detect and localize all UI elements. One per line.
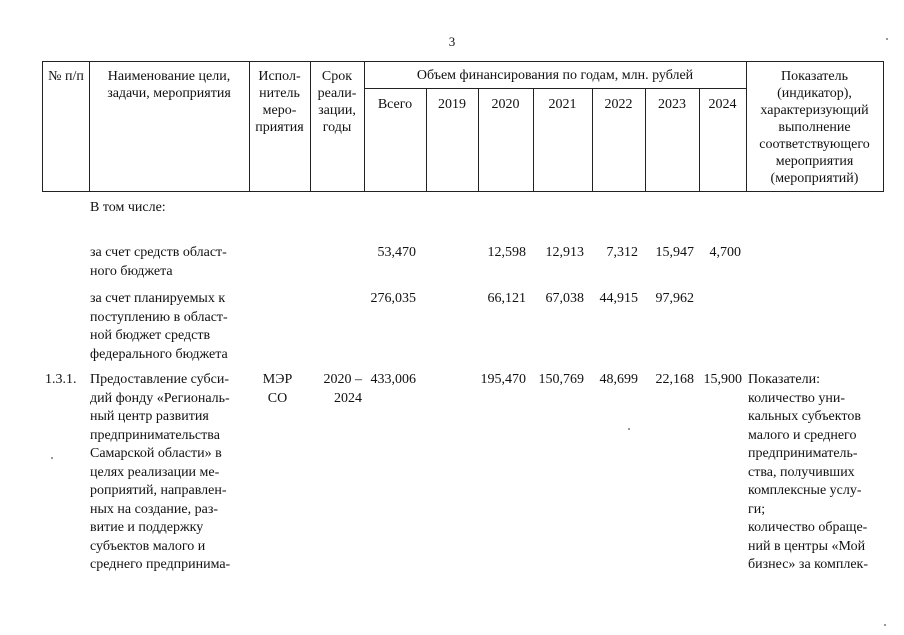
federal-2020: 66,121 [487, 291, 526, 306]
federal-2023: 97,962 [655, 291, 694, 306]
regional-2022: 7,312 [606, 245, 638, 260]
regional-total: 53,470 [377, 245, 416, 260]
header-number: № п/п [48, 69, 84, 84]
item-total: 433,006 [370, 372, 416, 387]
item-indicator: Показатели: количество уни- кальных субъектов малого и среднего предприниматель- ства, получивших комплексные услу- ги; количество обраще- ний в центры «Мой бизнес» за комплек- [748, 372, 868, 572]
federal-2022: 44,915 [599, 291, 638, 306]
item-number: 1.3.1. [45, 372, 77, 387]
item-2024: 15,900 [703, 372, 742, 387]
header-year-2023: 2023 [658, 97, 686, 112]
header-year-2019: 2019 [438, 97, 466, 112]
item-term: 2020 – 2024 [323, 372, 362, 406]
header-name: Наименование цели, задачи, мероприятия [107, 69, 231, 101]
page-number: 3 [448, 34, 456, 49]
header-year-2021: 2021 [548, 97, 577, 112]
scan-speck [628, 428, 630, 430]
item-2023: 22,168 [655, 372, 694, 387]
item-name: Предоставление субси- дий фонду «Региональ- ный центр развития предпринимательства Самарской области» в целях реализации ме- роприятий, направлен- ных на создание, раз- витие и поддержку субъектов малого и среднего предпринима- [90, 372, 231, 572]
item-2020: 195,470 [480, 372, 526, 387]
header-year-2020: 2020 [491, 97, 520, 112]
header-total: Всего [377, 97, 413, 112]
table-header [42, 61, 884, 192]
regional-2023: 15,947 [655, 245, 694, 260]
scan-speck [884, 624, 886, 626]
header-term: Срок реали-зации, годы [317, 69, 357, 135]
header-executor: Испол-нитель меро-приятия [255, 69, 304, 135]
header-indicator: Показатель (индикатор), характеризующий выполнение соответствующего мероприятия (мероприятий) [759, 69, 870, 186]
regional-name: за счет средств област- ного бюджета [90, 245, 227, 279]
header-year-2022: 2022 [604, 97, 633, 112]
header-funding: Объем финансирования по годам, млн. рублей [416, 68, 694, 83]
regional-2021: 12,913 [545, 245, 584, 260]
federal-2021: 67,038 [545, 291, 584, 306]
scan-speck [886, 38, 888, 40]
header-year-2024: 2024 [708, 97, 737, 112]
regional-2020: 12,598 [487, 245, 526, 260]
regional-2024: 4,700 [709, 245, 741, 260]
federal-total: 276,035 [370, 291, 416, 306]
scan-speck [51, 457, 53, 459]
including-label: В том числе: [90, 200, 166, 215]
item-executor: МЭР СО [262, 372, 293, 406]
item-2021: 150,769 [538, 372, 584, 387]
funding-divider [364, 88, 746, 89]
item-2022: 48,699 [599, 372, 638, 387]
federal-name: за счет планируемых к поступлению в област- ной бюджет средств федерального бюджета [90, 291, 228, 362]
